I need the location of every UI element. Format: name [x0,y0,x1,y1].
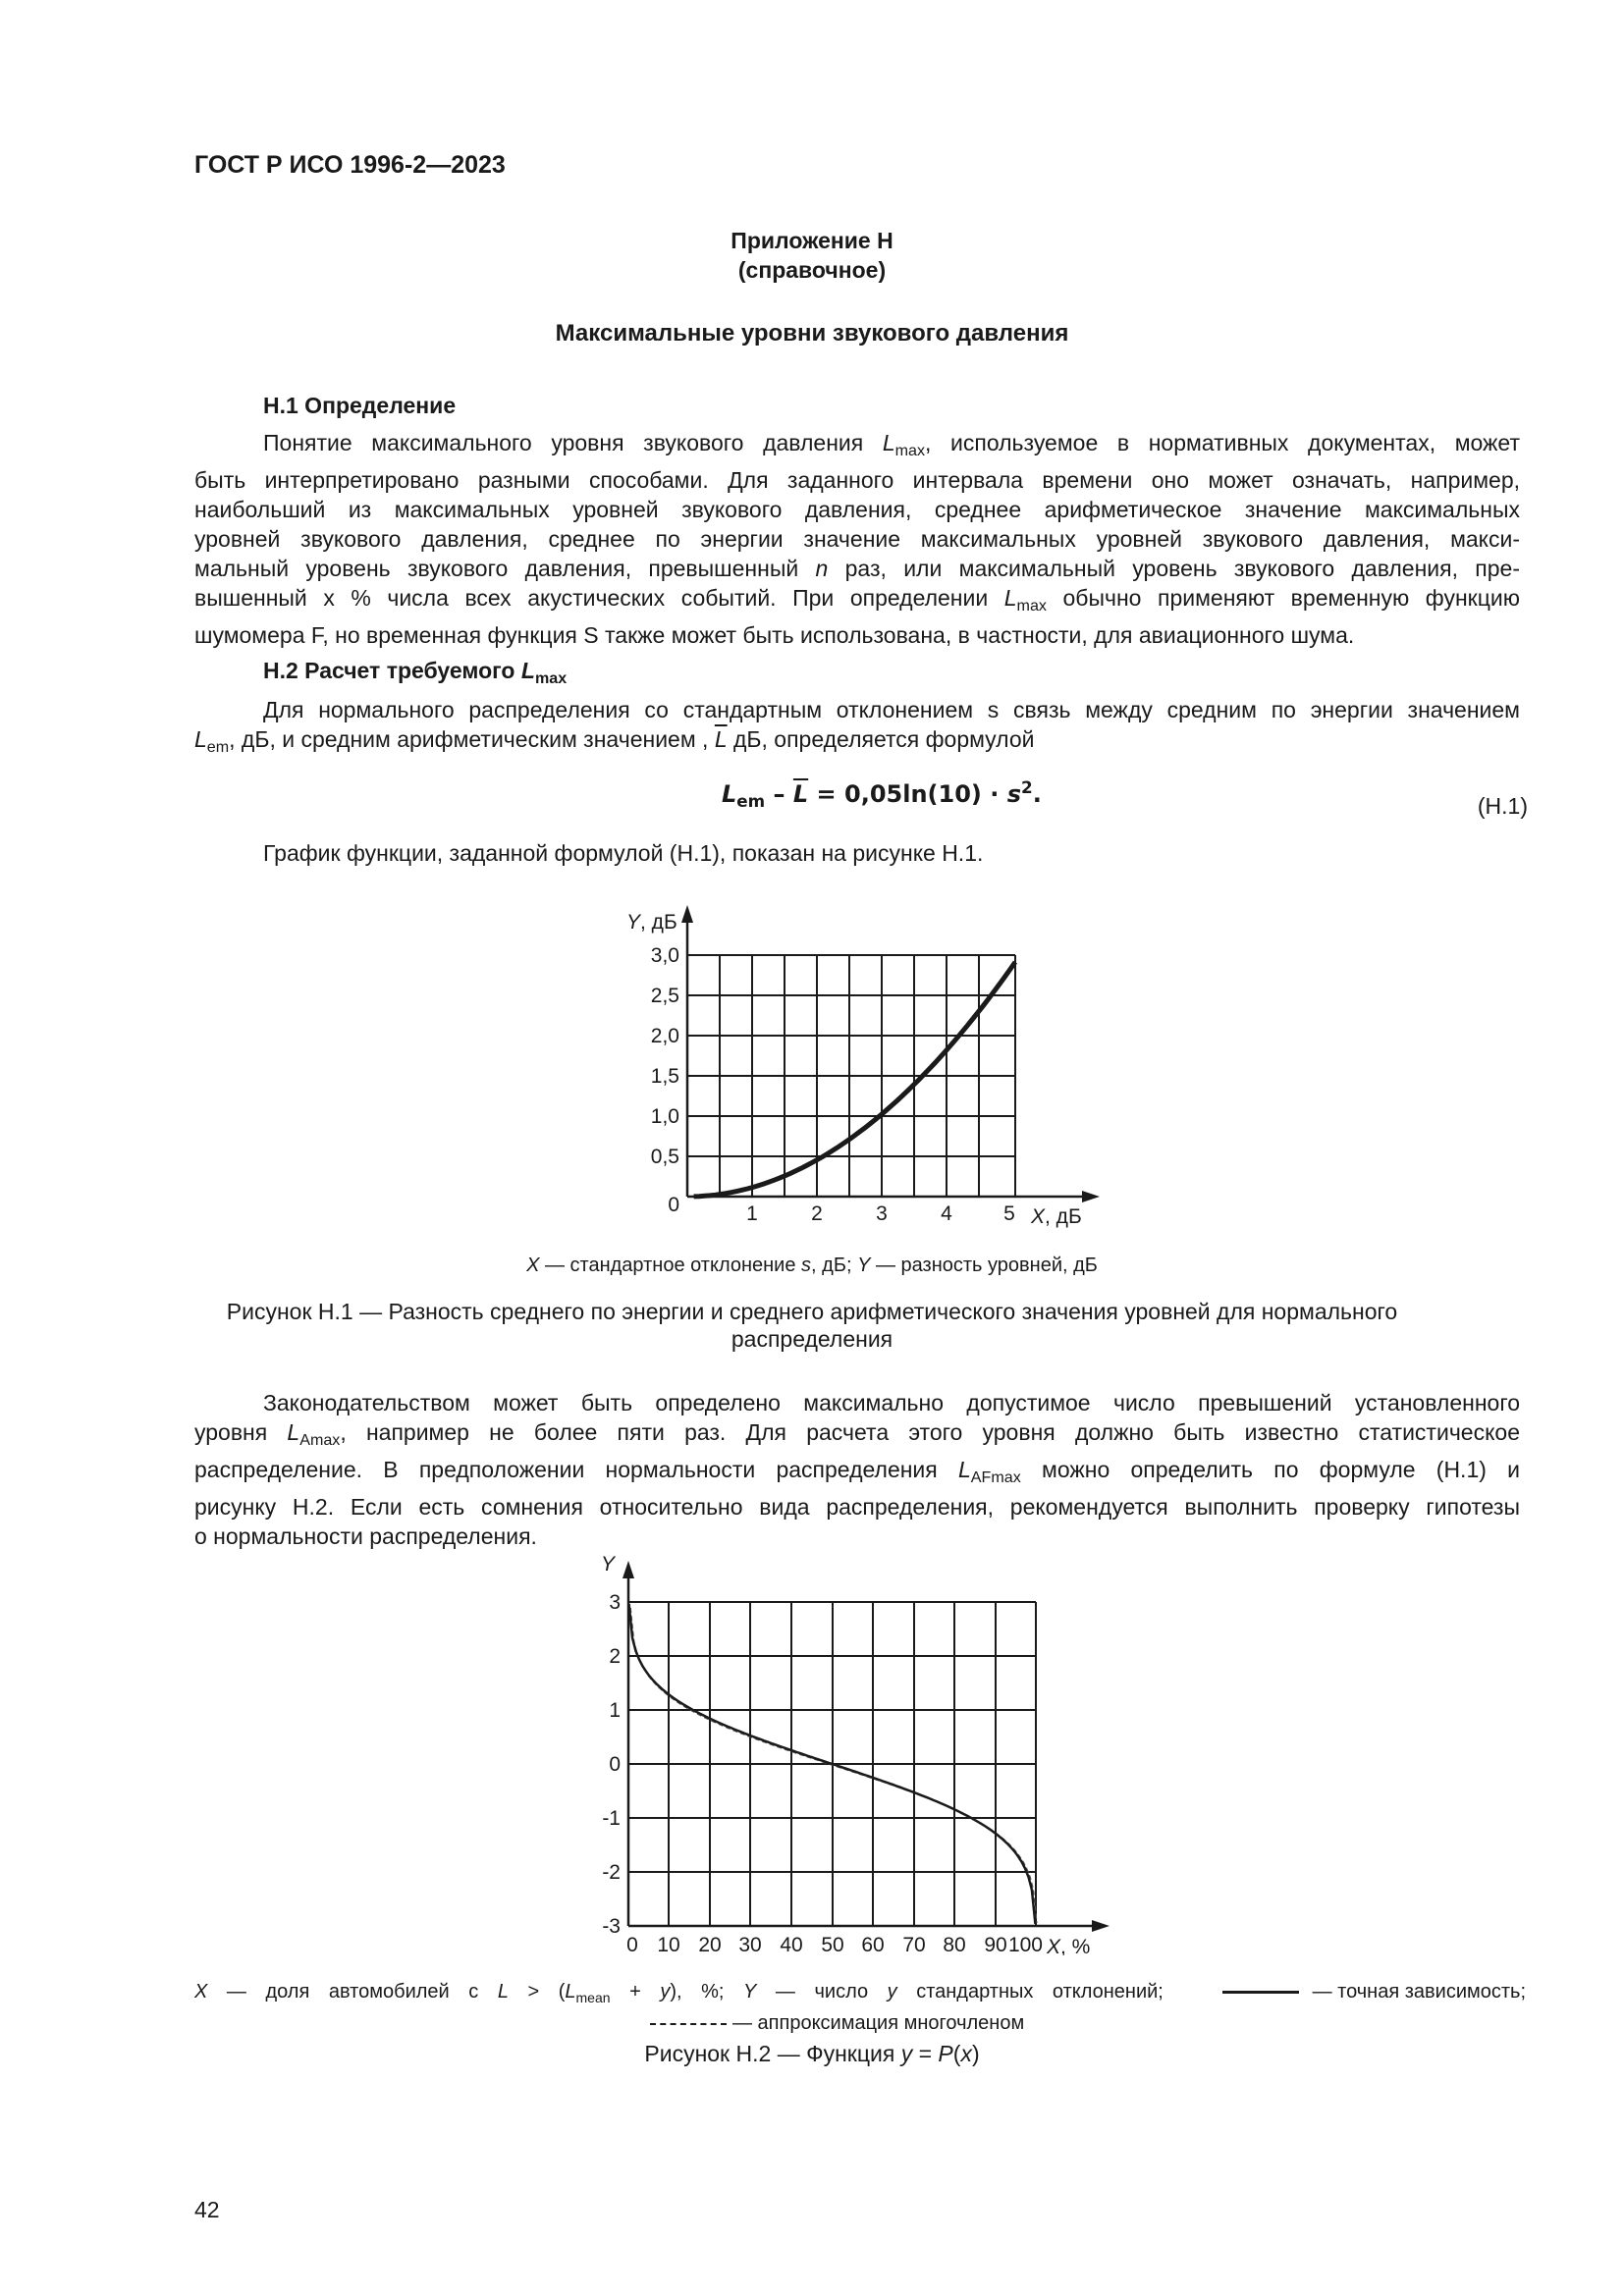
figure2-x-tick: 60 [861,1934,885,1955]
figure1-x-tick: 1 [746,1202,758,1225]
figure2-x-tick: 90 [984,1934,1007,1955]
figure1-grid [687,955,1015,1197]
figure2-y-tick: -1 [602,1807,621,1830]
annex-status: (справочное) [737,257,887,283]
section2-line-1: Для нормального распределения со стандартным отклонением s связь между средним по энергии значением [263,697,1520,722]
figure2-y-label: Y [601,1553,616,1575]
figure2-legend [194,1979,1526,2036]
paragraph3-line-1: Законодательством может быть определено максимально допустимое число превышений установленного [263,1390,1520,1415]
figure2-x-tick: 50 [821,1934,844,1955]
figure1-y-arrow [681,905,693,923]
paragraph3-line-3: распределение. В предположении нормальности распределения $L_{AFmax}$ можно определить по формуле (Н.1) и [194,1457,1520,1486]
section2-heading: Н.2 Расчет требуемого $L_{max}$ [263,658,568,687]
figure1-caption-line1: Рисунок Н.1 — Разность среднего по энергии и среднего арифметического значения уровней для нормального [226,1299,1398,1324]
figure2-x-tick: 10 [657,1934,680,1955]
section1-line-4: уровней звукового давления, среднее по энергии значение максимальных уровней звукового давления, макси- [194,526,1520,552]
approx-line-sample [650,2023,727,2025]
document-code: ГОСТ Р ИСО 1996-2—2023 [194,151,506,179]
figure2-legend-text: X — доля автомобилей с $L > (L_{mean} + y)$, %; Y — число y стандартных отклонений; [194,1981,1164,2005]
figure2-x-tick: 40 [780,1934,803,1955]
figure1-x-tick: 5 [1003,1202,1015,1225]
section1-line-6: вышенный x % числа всех акустических событий. При определении $L_{max}$ обычно применяют временную функцию [194,585,1520,614]
figure2-x-tick: 20 [698,1934,722,1955]
figure1-x-tick: 4 [941,1202,952,1225]
annex-title: Приложение Н [731,228,893,253]
figure1-y-tick: 1,5 [650,1065,679,1088]
figure2-y-tick: -3 [602,1915,621,1938]
figure1-x-tick: 3 [876,1202,888,1225]
figure2-x-tick: 100 [1007,1934,1043,1955]
formula-h1: $L_{em} - \overline{L} = 0,05\ln(10) \cdot s^2$. [722,777,1042,811]
figure1-y-tick: 2,5 [650,985,679,1007]
figure1-y-tick: 2,0 [650,1025,679,1047]
figure1-y-tick: 3,0 [650,944,679,967]
figure1-caption [0,1298,1624,1353]
figure2-legend-line2: — аппроксимация многочленом [194,2010,1526,2036]
figure2-x-tick: 70 [902,1934,926,1955]
section1-line-5: мальный уровень звукового давления, превышенный n раз, или максимальный уровень звукового давления, пре- [194,556,1521,581]
graph-intro: График функции, заданной формулой (Н.1), показан на рисунке Н.1. [263,840,984,866]
figure1-y-tick: 0,5 [650,1146,679,1168]
figure2-legend-line1 [194,1979,1526,2010]
figure1-chart [589,893,1119,1237]
formula-number: (Н.1) [1477,793,1528,819]
section2-paragraph [194,695,1520,762]
figure2-y-tick: 2 [609,1645,621,1668]
figure2-y-tick: 1 [609,1699,621,1722]
figure2-y-tick: 0 [609,1753,621,1776]
figure1-curve [694,962,1015,1197]
figure1-x-arrow [1082,1191,1100,1202]
figure2-y-tick: -2 [602,1861,621,1884]
figure2-x-tick: 80 [943,1934,966,1955]
figure1-caption-line2: распределения [731,1326,893,1352]
figure2-y-arrow [623,1561,634,1578]
figure2-chart [569,1543,1139,1955]
section1-heading: Н.1 Определение [263,393,457,418]
section1-line-3: наибольший из максимальных уровней звукового давления, среднее арифметическое значение максимальных [194,497,1520,522]
annex-heading [0,226,1624,285]
section1-paragraph [194,428,1520,650]
paragraph3 [194,1388,1520,1551]
figure1-axes [687,915,1090,1197]
paragraph3-line-4: рисунку Н.2. Если есть сомнения относительно вида распределения, рекомендуется выполнить проверку гипотезы [194,1494,1520,1520]
paragraph3-line-5: о нормальности распределения. [194,1523,537,1549]
section1-line-7: шумомера F, но временная функция S также может быть использована, в частности, для авиационного шума. [194,622,1355,648]
figure1-x-tick: 0 [668,1194,679,1216]
figure2-caption: Рисунок Н.2 — Функция y = P(x) [644,2041,980,2066]
figure1-y-label: Y, дБ [626,911,677,934]
page-number: 42 [194,2197,220,2222]
figure2-x-tick: 0 [626,1934,638,1955]
figure1-legend: X — стандартное отклонение s, дБ; Y — разность уровней, дБ [526,1255,1098,1276]
figure2-x-tick: 30 [738,1934,762,1955]
figure2-legend-exact: — точная зависимость; [1222,1979,1526,2004]
figure2-x-arrow [1092,1920,1110,1932]
figure1-x-label: X, дБ [1031,1205,1082,1228]
paragraph3-line-2: уровня $L_{Amax}$, например не более пяти раз. Для расчета этого уровня должно быть известно статистическое [194,1419,1520,1449]
section1-line-1: Понятие максимального уровня звукового давления $L_{max}$, используемое в нормативных документах, может [263,430,1520,459]
figure1-y-tick: 1,0 [650,1105,679,1128]
section2-line-2: $L_{em}$, дБ, и средним арифметическим значением , $\overline{L}$ дБ, определяется формулой [194,726,1035,756]
exact-line-sample [1222,1991,1299,1994]
page-title: Максимальные уровни звукового давления [555,320,1069,347]
figure1-x-tick: 2 [811,1202,823,1225]
figure2-x-label: X, % [1047,1936,1091,1955]
figure2-y-tick: 3 [609,1591,621,1614]
section1-line-2: быть интерпретировано разными способами. Для заданного интервала времени оно может означать, например, [194,467,1520,493]
